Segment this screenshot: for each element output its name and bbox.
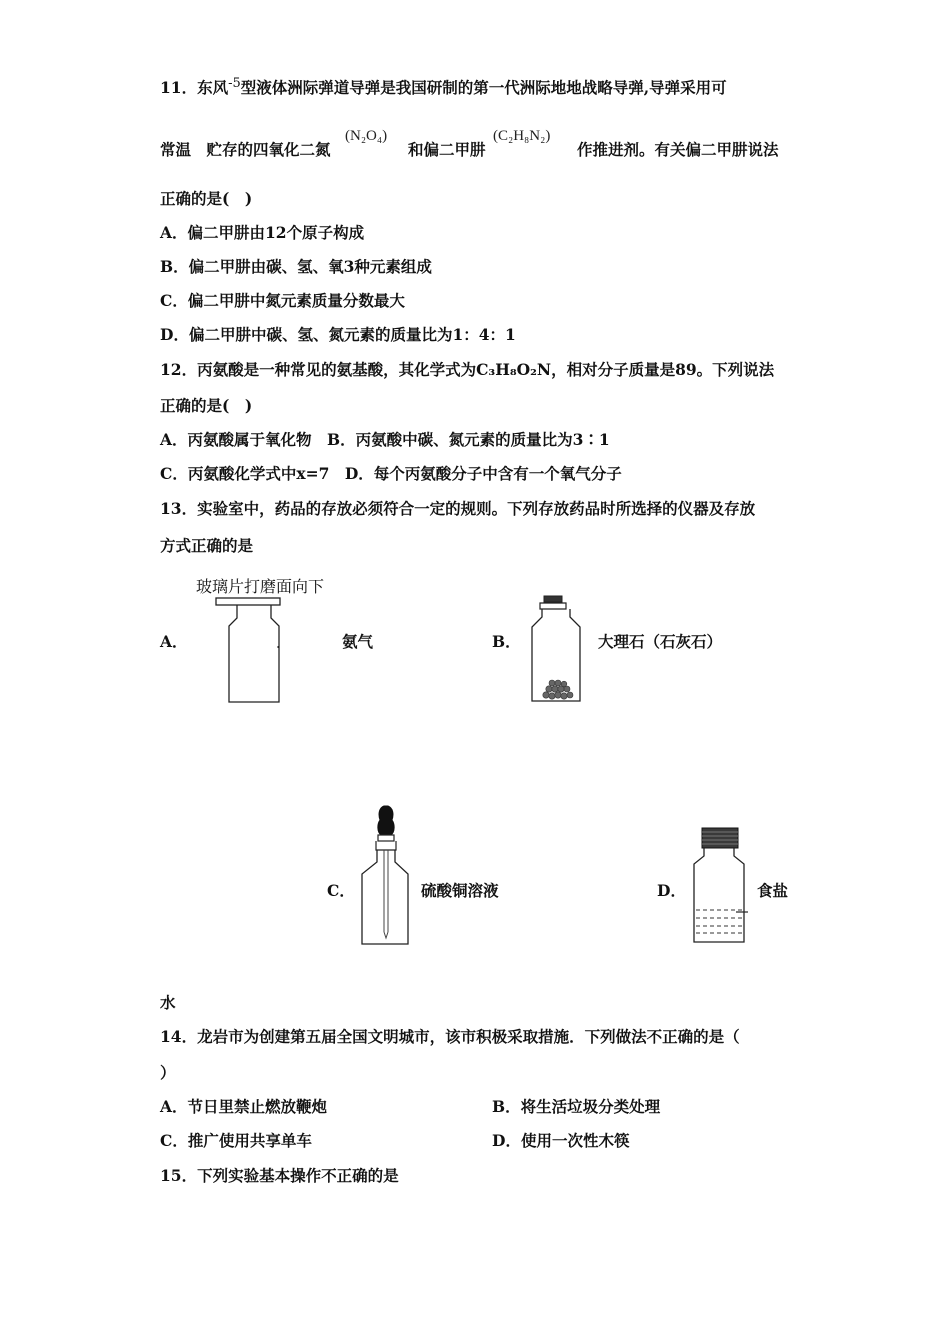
q13-label-a: A． — [160, 632, 188, 651]
bottle-b-figure — [528, 595, 588, 705]
q11-line2-a: 常温 贮存的四氧化二氮 — [160, 140, 331, 159]
q11-line1 — [160, 78, 727, 100]
bottle-c-dropper-figure — [358, 804, 414, 949]
q11-option-c: C．偏二甲肼中氮元素质量分数最大 — [160, 291, 405, 310]
q11-superscript: -5 — [228, 76, 241, 91]
q11-formula-n2o4: (N₂O₄) — [345, 128, 388, 144]
q14-option-c: C．推广使用共享单车 — [160, 1131, 312, 1150]
q14-line2: ） — [160, 1063, 176, 1082]
bottle-a-figure — [215, 596, 285, 706]
q11-line2-b: 和偏二甲肼 — [408, 140, 486, 159]
q14-option-d: D．使用一次性木筷 — [492, 1131, 630, 1150]
q12-option-cd: C．丙氨酸化学式中x=7 D．每个丙氨酸分子中含有一个氧气分子 — [160, 464, 622, 483]
q14-line1: 14．龙岩市为创建第五届全国文明城市，该市积极采取措施．下列做法不正确的是（ — [160, 1027, 740, 1046]
q12-line1: 12．丙氨酸是一种常见的氨基酸，其化学式为C₃H₈O₂N，相对分子质量是89。下列说法 — [160, 360, 775, 379]
q11-line3: 正确的是( ) — [160, 189, 253, 208]
q11-option-b: B．偏二甲肼由碳、氢、氧3种元素组成 — [160, 257, 432, 276]
q13-text-a: 氨气 — [342, 632, 374, 651]
q11-line1-b: 型液体洲际弹道导弹是我国研制的第一代洲际地地战略导弹,导弹采用可 — [240, 78, 727, 97]
q15-line1: 15．下列实验基本操作不正确的是 — [160, 1166, 399, 1185]
q11-line1-a: 11．东风 — [160, 78, 229, 97]
q11-option-d: D．偏二甲肼中碳、氢、氮元素的质量比为1：4：1 — [160, 325, 516, 344]
q14-option-a: A．节日里禁止燃放鞭炮 — [160, 1097, 328, 1116]
q13-text-d-continued: 水 — [160, 993, 176, 1012]
q13-label-c: C． — [327, 881, 355, 900]
q13-line2: 方式正确的是 — [160, 536, 254, 555]
q11-option-a: A．偏二甲肼由12个原子构成 — [160, 223, 365, 242]
q11-formula-c2h8n2: (C₂H₈N₂) — [493, 128, 551, 144]
q12-option-ab: A．丙氨酸属于氧化物 B．丙氨酸中碳、氮元素的质量比为3∶1 — [160, 430, 610, 449]
q13-text-b: 大理石（石灰石） — [598, 632, 723, 651]
q13-label-b: B． — [492, 632, 521, 651]
q13-line1: 13．实验室中，药品的存放必须符合一定的规则。下列存放药品时所选择的仪器及存放 — [160, 499, 756, 518]
q11-line2-c: 作推进剂。有关偏二甲肼说法 — [577, 140, 779, 159]
bottle-d-figure — [690, 826, 752, 946]
q13-text-c: 硫酸铜溶液 — [421, 881, 499, 900]
q13-text-d: 食盐 — [757, 881, 789, 900]
q13-caption-a: 玻璃片打磨面向下 — [196, 577, 325, 596]
q13-label-d: D． — [657, 881, 686, 900]
q14-option-b: B．将生活垃圾分类处理 — [492, 1097, 661, 1116]
q12-line2: 正确的是( ) — [160, 396, 253, 415]
